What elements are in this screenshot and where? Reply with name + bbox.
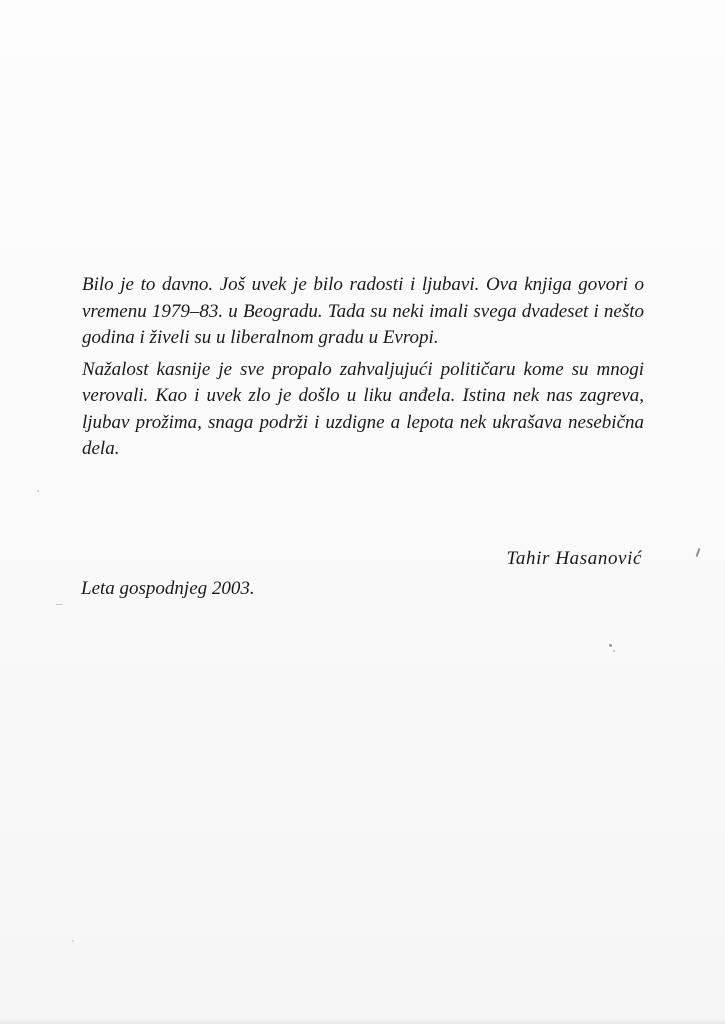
paragraph-2: Nažalost kasnije je sve propalo zahvaljujući političaru kome su mnogi verovali. Kao i uvek zlo je došlo u liku anđela. Istina nek nas zagreva, ljubav prožima, snaga podrži i uzdigne a lepota nek ukrašava nesebična dela. [82, 358, 644, 459]
author-signature: Tahir Hasanović [506, 548, 642, 569]
dedication-text [82, 272, 644, 463]
scan-speck [72, 940, 74, 942]
scan-edge [0, 1018, 725, 1024]
paragraph-1: Bilo je to davno. Još uvek je bilo radosti i ljubavi. Ova knjiga govori o vremenu 1979–83. u Beogradu. Tada su neki imali svega dvadeset i nešto godina i živeli su u liberalnom gradu u Evropi. [82, 274, 644, 348]
date-line: Leta gospodnjeg 2003. [81, 578, 255, 599]
scan-speck [609, 644, 612, 647]
scan-speck [37, 490, 39, 492]
scan-speck [696, 548, 701, 557]
scan-speck [56, 604, 62, 605]
scan-speck [613, 650, 615, 652]
